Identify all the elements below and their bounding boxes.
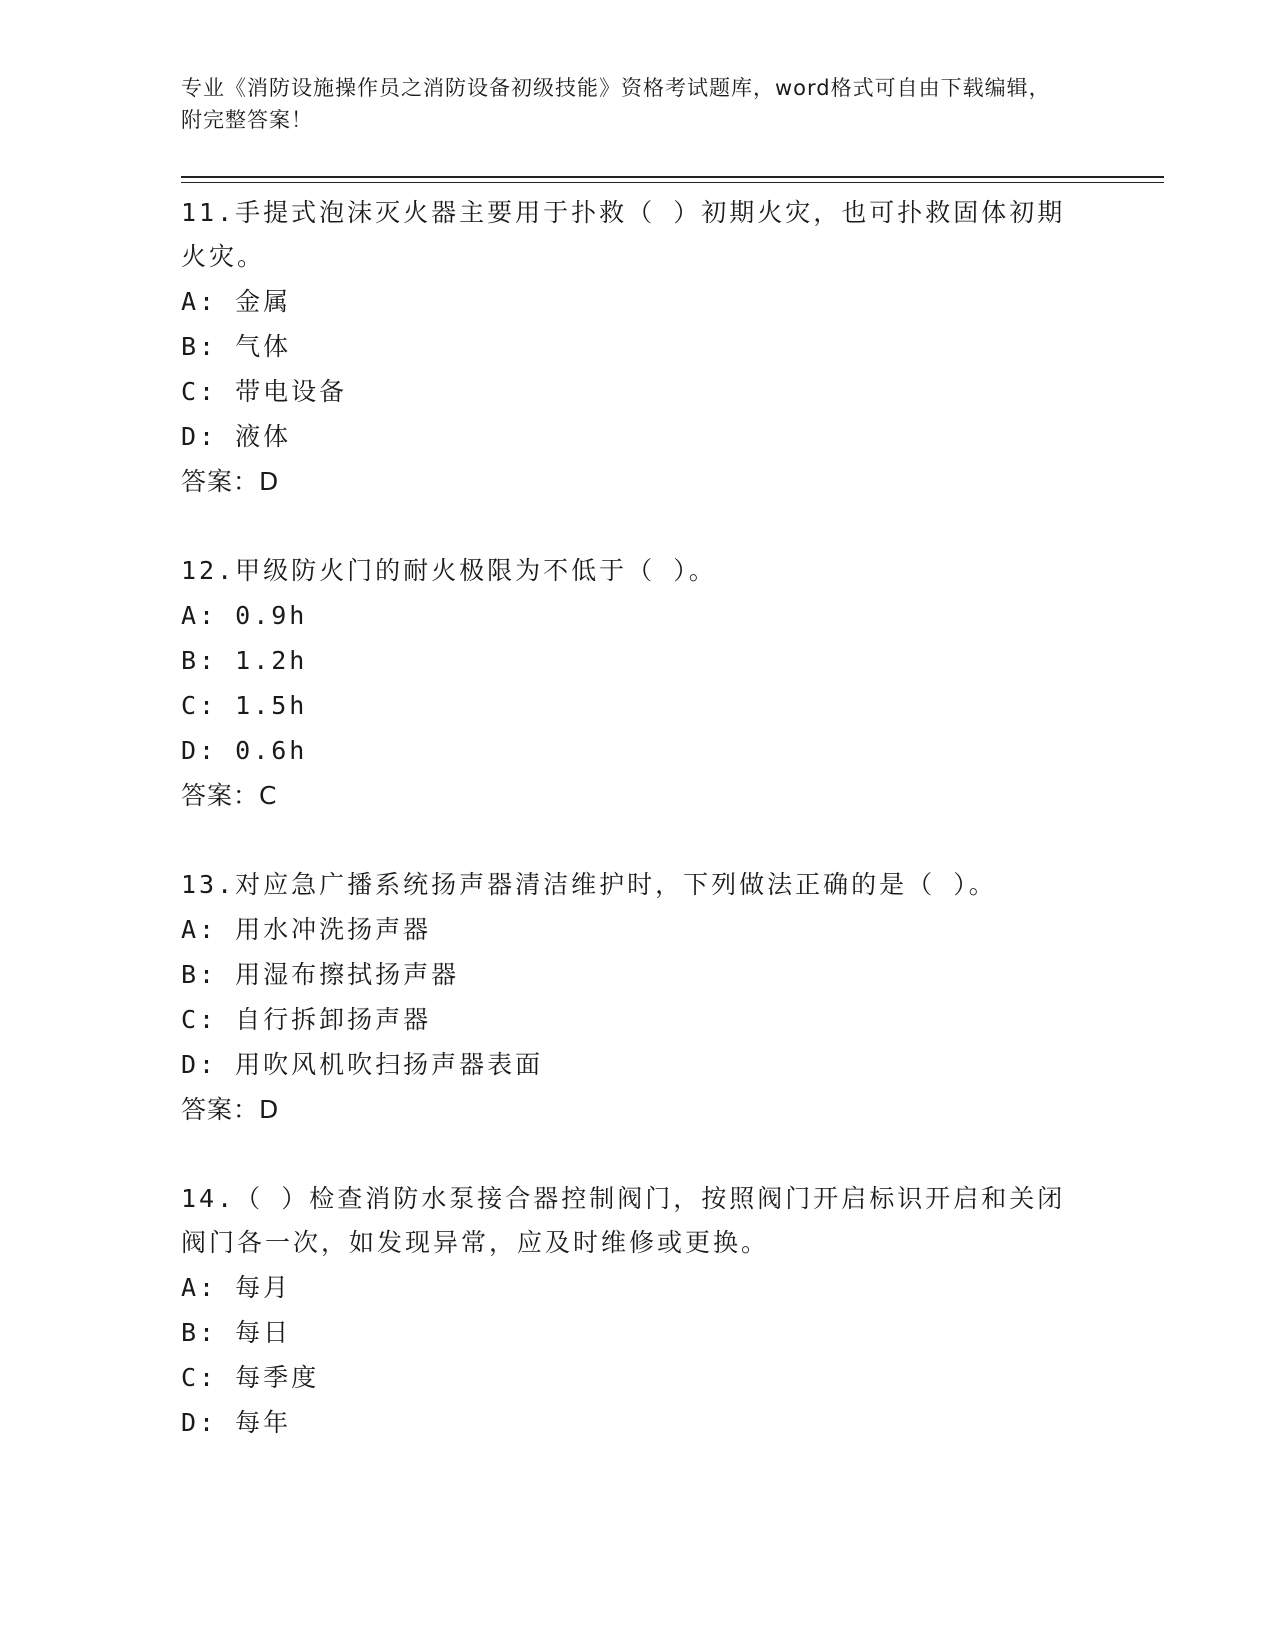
question-stem: 11.手提式泡沫灭火器主要用于扑救（ ）初期火灾，也可扑救固体初期火灾。 <box>181 198 1066 271</box>
option-b: B: 用湿布擦拭扬声器 <box>181 960 460 989</box>
option-b: B: 气体 <box>181 332 292 361</box>
answer-line: 答案：D <box>181 1095 280 1124</box>
option-c: C: 1.5h <box>181 691 308 720</box>
option-b: B: 1.2h <box>181 646 308 675</box>
question-14 <box>181 1177 1081 1445</box>
option-b: B: 每日 <box>181 1318 292 1347</box>
header-rule-thin <box>181 182 1164 183</box>
question-12 <box>181 549 1081 818</box>
question-13 <box>181 863 1081 1132</box>
option-c: C: 自行拆卸扬声器 <box>181 1005 432 1034</box>
question-stem: 13.对应急广播系统扬声器清洁维护时，下列做法正确的是（ ）。 <box>181 870 997 899</box>
answer-line: 答案：C <box>181 781 278 810</box>
option-d: D: 液体 <box>181 422 292 451</box>
option-d: D: 用吹风机吹扫扬声器表面 <box>181 1050 544 1079</box>
question-stem: 12.甲级防火门的耐火极限为不低于（ ）。 <box>181 556 717 585</box>
answer-line: 答案：D <box>181 467 280 496</box>
question-stem: 14.（ ）检查消防水泵接合器控制阀门，按照阀门开启标识开启和关闭阀门各一次，如发现异常，应及时维修或更换。 <box>181 1184 1066 1257</box>
option-d: D: 每年 <box>181 1408 292 1437</box>
option-c: C: 带电设备 <box>181 377 348 406</box>
option-c: C: 每季度 <box>181 1363 320 1392</box>
header-rule-thick <box>181 176 1164 178</box>
option-a: A: 每月 <box>181 1273 292 1302</box>
option-a: A: 用水冲洗扬声器 <box>181 915 432 944</box>
document-header: 专业《消防设施操作员之消防设备初级技能》资格考试题库，word格式可自由下载编辑，附完整答案！ <box>181 76 1051 132</box>
question-list <box>181 191 1081 1490</box>
option-a: A: 金属 <box>181 287 292 316</box>
option-a: A: 0.9h <box>181 601 308 630</box>
option-d: D: 0.6h <box>181 736 308 765</box>
question-11 <box>181 191 1081 504</box>
